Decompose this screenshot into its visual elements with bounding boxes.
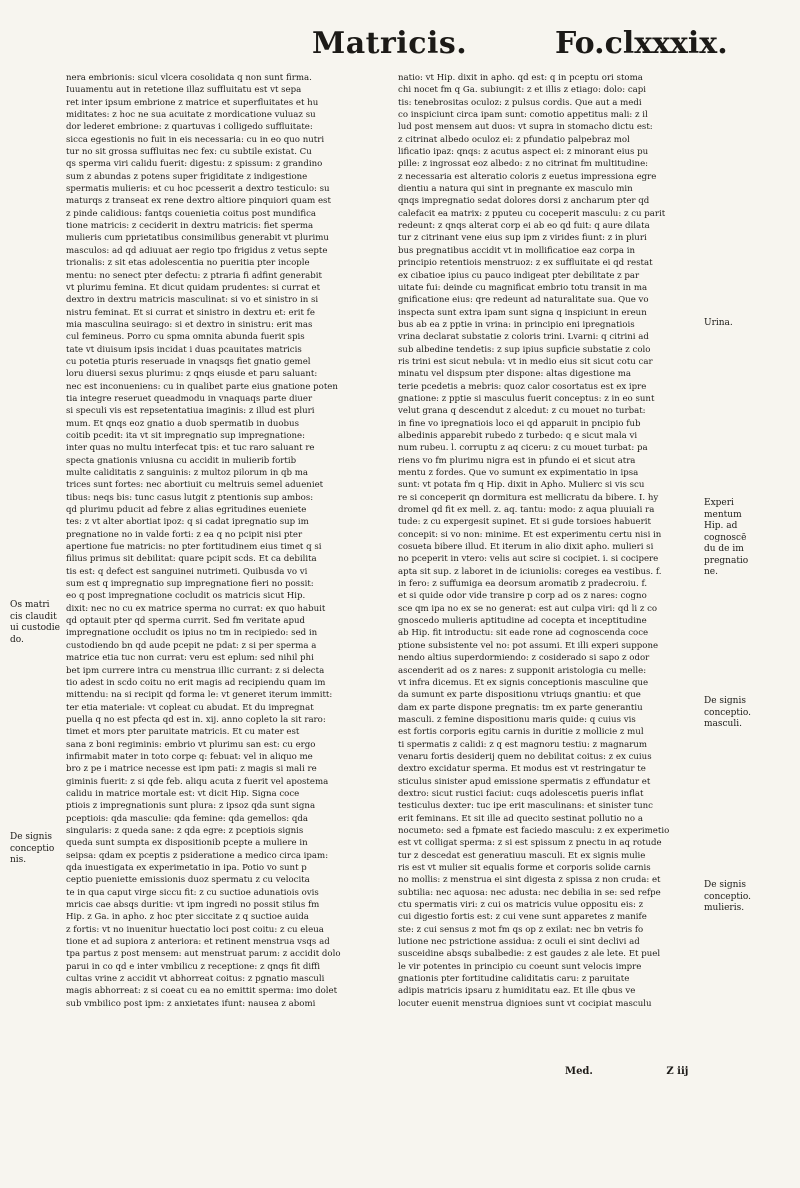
- margin-note-line: ne.: [704, 567, 718, 577]
- text-line: dor lederet embrione: z quartuvas i colligedo suffluitate:: [66, 122, 313, 133]
- text-line: mulieris cum pprietatibus consimilibus generabit vt plurimu: [66, 233, 329, 244]
- text-line: Iuuamentu aut in retetione illaz suffluitatu est vt sepa: [66, 85, 302, 96]
- text-line: sicca egestionis no fuit in eis necessaria: cu in eo quo nutri: [66, 134, 325, 145]
- text-line: queda sunt sumpta ex dispositionib pcepte a muliere in: [66, 838, 308, 849]
- text-line: re si conceperit qn dormitura est mellicratu da bibere. I. hy: [398, 492, 659, 503]
- text-line: sana z boni regiminis: embrio vt plurimu san est: cu ergo: [66, 739, 316, 750]
- text-line: locuter euenit menstrua dignioes sunt vt cocipiat masculu: [398, 998, 652, 1009]
- running-head: [0, 22, 800, 72]
- text-line: eo q post impregnatione cocludit os matricis sicut Hip.: [66, 591, 306, 602]
- text-line: ctu spermatis viri: z cui os matricis vulue oppositu eis: z: [398, 900, 644, 911]
- text-line: erit feminans. Et sit ille ad quecito sestinat pollutio no a: [398, 813, 643, 824]
- text-line: tate vt diuisum ipsis incidat i duas pcauitates matricis: [66, 344, 302, 355]
- text-line: co inspiciunt circa ipam sunt: comotio appetitus mali: z il: [398, 110, 648, 121]
- text-line: gnationis pter fortitudine caliditatis caru: z paruitate: [398, 974, 630, 985]
- text-line: z necessaria est alteratio coloris z euetus impressiona egre: [398, 171, 657, 182]
- margin-note-line: De signis: [10, 832, 52, 842]
- text-line: nendo altius superdormiendo: z cosiderado si sapo z odor: [398, 653, 650, 664]
- text-line: mentu: no senect pter defectu: z ptraria fi adfint generabit: [66, 270, 322, 281]
- text-line: spermatis mulieris: et cu hoc pcesserit a dextro testiculo: su: [66, 184, 330, 195]
- text-line: lud post mensem aut duos: vt supra in stomacho dictu est:: [398, 122, 653, 133]
- text-line: impregnatione occludit os ipius no tm in recipiedo: sed in: [66, 628, 318, 639]
- text-line: nera embrionis: sicul vlcera cosolidata q non sunt firma.: [66, 73, 312, 83]
- text-line: est fortis corporis egitu carnis in duritie z mollicie z mul: [398, 727, 644, 738]
- text-line: redeunt: z qnqs alterat corp ei ab eo qd fuit: q aure dilata: [398, 221, 650, 232]
- text-line: terie pcedetis a mebris: quoz calor cosortatus est ex ipre: [398, 381, 647, 392]
- margin-note-signis-mulieris: [704, 880, 784, 915]
- margin-note-line: Experi: [704, 498, 734, 508]
- text-line: puella q no est pfecta qd est in. xij. anno copleto la sit raro:: [66, 714, 326, 725]
- text-line: dromel qd fit ex mell. z. aq. tantu: modo: z aqua pluuiali ra: [398, 505, 655, 516]
- text-line: tur z descedat est generatiuu masculi. Et ex signis mulie: [398, 850, 646, 861]
- text-line: infirmabit mater in toto corpe q: febuat: vel in aliquo me: [66, 751, 313, 762]
- text-line: vt infra dicemus. Et ex signis conceptionis masculine que: [398, 677, 649, 688]
- text-line: ceptio pueniette emissionis duoz spermatu z cu velocita: [66, 875, 310, 886]
- text-line: velut grana q descendut z alcedut: z cu mouet no turbat:: [398, 406, 646, 417]
- text-line: masculos: ad qd adiuuat aer regio tpo frigidus z vetus septe: [66, 245, 328, 256]
- text-line: natio: vt Hip. dixit in apho. qd est: q in pceptu ori stoma: [398, 73, 643, 83]
- margin-note-line: conceptio: [10, 843, 55, 854]
- text-line: sub albedine tendetis: z sup ipius supficie substatie z colo: [398, 344, 651, 355]
- text-line: tis: tenebrositas oculoz: z pulsus cordis. Que aut a medi: [398, 97, 642, 108]
- margin-note-line: pregnatio: [704, 555, 749, 566]
- text-line: nec est inconueniens: cu in qualibet parte eius gnatione poten: [66, 381, 338, 392]
- text-line: chi nocet fm q Ga. subiungit: z et illis z etiago: dolo: capi: [398, 85, 647, 96]
- text-line: tis est: q defect est sanguinei nutrimeti. Quibusda vo vi: [66, 566, 308, 577]
- text-line: qs sperma viri calidu fuerit: digestu: z spissum: z grandino: [66, 159, 323, 170]
- text-line: nocumeto: sed a fpmate est faciedo masculu: z ex experimetio: [398, 825, 670, 836]
- margin-note-line: Urina.: [704, 318, 733, 328]
- text-line: concepit: si vo non: minime. Et est experimentu certu nisi in: [398, 529, 662, 540]
- text-line: sum est q impregnatio sup impregnatione fieri no possit:: [66, 579, 314, 590]
- text-line: trionalis: z sit etas adolescentia no pueritia pter incople: [66, 258, 310, 269]
- text-line: pille: z ingrossat eoz albedo: z no citrinat fm multitudine:: [398, 159, 649, 170]
- margin-note-line: De signis: [704, 880, 746, 890]
- text-line: apta sit sup. z laboret in de iciuniolis: coreges ea vestibus. f.: [398, 566, 662, 577]
- text-line: num rubeu. l. corruptu z aq ciceru: z cu mouet turbat: pa: [398, 443, 648, 454]
- text-line: ste: z cui sensus z mot fm qs op z exilat: nec bn vetris fo: [398, 924, 644, 935]
- text-line: bro z pe i matrice necesse est ipm pati: z magis si mali re: [66, 764, 317, 775]
- margin-note-line: cis claudit: [10, 611, 57, 622]
- text-line: est vt colligat sperma: z si est spissum z pnectu in aq rotude: [398, 838, 662, 849]
- text-line: pregnatione no in valde forti: z ea q no pcipit nisi pter: [66, 529, 303, 540]
- text-line: tio adest in scdo coitu no erit magis ad recipiendu quam im: [66, 677, 326, 688]
- text-line: inspecta sunt extra ipam sunt signa q inspiciunt in ereun: [398, 307, 647, 318]
- margin-note-line: conceptio.: [704, 891, 751, 902]
- text-line: gnoscedo mulieris aptitudine ad cocepta et inceptitudine: [398, 616, 647, 627]
- text-line: sticulus sinister apud emissione spermatis z effundatur et: [398, 776, 651, 787]
- text-line: pceptiois: qda masculie: qda femine: qda gemellos: qda: [66, 813, 308, 824]
- text-line: bus ab ea z pptie in vrina: in principio eni ipregnatiois: [398, 319, 635, 330]
- text-line: maturqs z transeat ex rene dextro altiore pinquiori quam est: [66, 196, 331, 207]
- text-line: bus pregnatibus accidit vt in mollificatioe eaz corpa in: [398, 245, 636, 256]
- text-line: ris est vt mulier sit equalis forme et corporis solide carnis: [398, 863, 651, 873]
- text-line: dextro: sicut rustici faciut: cuqs adolescetis pueris inflat: [398, 788, 644, 799]
- text-line: ti spermatis z calidi: z q est magnoru testiu: z magnarum: [398, 739, 648, 750]
- margin-note-line: do.: [10, 634, 24, 645]
- right-text-column: [398, 72, 698, 1057]
- text-line: calefacit ea matrix: z pputeu cu coceperit masculu: z cu parit: [398, 208, 666, 219]
- text-line: minatu vel dispsum pter dispone: altas digestione ma: [398, 369, 631, 380]
- text-line: giminis fuerit: z si qde feb. aliqu acuta z fuerit vel apostema: [66, 776, 329, 787]
- text-line: matrice etia tuc non currat: veru est eplum: sed nihil phi: [66, 653, 314, 664]
- text-line: tia integre reseruet queadmodu in vnaquaqs parte diuer: [66, 393, 313, 404]
- text-line: ptione subsistente vel no: pot assumi. Et illi experi suppone: [398, 640, 659, 651]
- text-line: dam ex parte dispone pregnatis: tm ex parte generantiu: [398, 702, 643, 713]
- folio-number: Fo.clxxxix.: [555, 26, 728, 61]
- text-line: tibus: neqs bis: tunc casus lutgit z ptentionis sup ambos:: [66, 492, 314, 503]
- text-line: tude: z cu expergesit supinet. Et si gude torsioes habuerit: [398, 517, 651, 528]
- text-line: coitib pcedit: ita vt sit impregnatio sup impregnatione:: [66, 430, 306, 441]
- margin-note-os-matricis: [10, 600, 66, 646]
- margin-note-line: du de im: [704, 544, 744, 554]
- text-line: ab Hip. fit introductu: sit eade rone ad cognoscenda coce: [398, 628, 649, 639]
- text-line: lutione nec pstrictione assidua: z oculi ei sint declivi ad: [398, 937, 640, 948]
- text-line: mricis cae absqs duritie: vt ipm ingredi no possit stilus fm: [66, 900, 320, 911]
- margin-note-experimentum: [704, 498, 784, 579]
- text-line: cosueta bibere illud. Et iterum in alio dixit apho. mulieri si: [398, 542, 654, 553]
- margin-note-line: cognoscē: [704, 532, 747, 543]
- text-line: riens vo fm plurimu nigra est in pfundo ei et sicut atra: [398, 455, 636, 466]
- text-line: le vir potentes in principio cu coeunt sunt velocis impre: [398, 961, 642, 972]
- text-line: adipis matricis ipsaru z humiditatu eaz. Et ille qbus ve: [398, 986, 636, 997]
- text-line: sce qm ipa no ex se no generat: est aut culpa viri: qd li z co: [398, 603, 658, 614]
- text-line: in fine vo ipregnatiois loco ei qd apparuit in pncipio fub: [398, 418, 641, 429]
- text-line: lificatio ipaz: qnqs: z acutus aspect ei: z minorant eius pu: [398, 147, 649, 158]
- text-line: et si quide odor vide transire p corp ad os z nares: cogno: [398, 591, 647, 602]
- running-head-title: Matricis.: [312, 26, 468, 61]
- text-line: cultas vrine z accidit vt abhorreat coitus: z pgnatio masculi: [66, 974, 325, 985]
- text-line: tione matricis: z ceciderit in dextru matricis: fiet sperma: [66, 221, 314, 232]
- margin-note-line: ui custodie: [10, 623, 60, 633]
- text-line: bet ipm currere intra cu menstrua illic currant: z si delecta: [66, 665, 325, 676]
- margin-note-urina: [704, 318, 784, 330]
- text-line: da sumunt ex parte dispositionu vtriuqs gnantiu: et que: [398, 690, 641, 701]
- text-line: multe caliditatis z sanguinis: z multoz pilorum in qb ma: [66, 468, 309, 478]
- margin-note-line: masculi.: [704, 719, 742, 729]
- margin-note-line: mulieris.: [704, 903, 745, 913]
- text-line: magis abhorreat: z si coeat cu ea no emittit sperma: imo dolet: [66, 986, 338, 997]
- text-line: venaru fortis desiderij quem no debilitat coitus: z ex cuius: [398, 751, 652, 762]
- text-line: miditates: z hoc ne sua acuitate z mordicatione vuluaz su: [66, 110, 316, 121]
- text-line: tione et ad supiora z anteriora: et retinent menstrua vsqs ad: [66, 937, 330, 948]
- text-line: calidu in matrice mortale est: vt dicit Hip. Signa coce: [66, 788, 300, 799]
- text-line: vt plurimu femina. Et dicut quidam prudentes: si currat et: [66, 282, 321, 293]
- text-line: cu potetia pturis reseruade in vnaqsqs fiet gnatio gemel: [66, 356, 311, 367]
- text-line: testiculus dexter: tuc ipe erit masculinans: et sinister tunc: [398, 801, 653, 812]
- text-line: filius primus sit debilitat: quare pcipit scds. Et ca debilita: [66, 554, 317, 565]
- text-line: dextro in dextru matricis masculinat: si vo et sinistro in si: [66, 295, 319, 306]
- text-line: mum. Et qnqs eoz gnatio a duob spermatib in duobus: [66, 418, 300, 429]
- text-line: singularis: z queda sane: z qda egre: z pceptiois signis: [66, 825, 304, 836]
- text-line: in fero: z suffumiga ea deorsum aromatib z pradecroiu. f.: [398, 579, 648, 590]
- text-line: seipsa: qdam ex pceptis z psideratione a medico circa ipam:: [66, 850, 329, 861]
- text-line: ris trini est sicut nebula: vt in medio eius sit sicut cotu car: [398, 356, 653, 367]
- text-line: dixit: nec no cu ex matrice sperma no currat: ex quo habuit: [66, 603, 326, 614]
- text-line: te in qua caput virge siccu fit: z cu suctioe adunatiois ovis: [66, 887, 319, 898]
- text-line: no pceperit in vtero: velis aut scire si cocipiet. i. si cocipere: [398, 554, 659, 565]
- text-line: loru diuersi sexus plurimu: z qnqs eiusde et paru saluant:: [66, 369, 318, 380]
- text-line: ex cibatioe ipius cu pauco indigeat pter debilitate z par: [398, 270, 640, 281]
- margin-note-line: Hip. ad: [704, 521, 738, 531]
- left-text-column: [66, 72, 366, 1082]
- text-line: tur no sit grossa suffluitas nec fex: cu subtile existat. Cu: [66, 147, 312, 158]
- margin-note-line: conceptio.: [704, 707, 751, 718]
- page-signature: [565, 1066, 688, 1077]
- text-line: custodiendo bn qd aude pcepit ne pdat: z si per sperma a: [66, 640, 317, 651]
- text-line: vrina declarat substatie z coloris trini. Lvarni: q citrini ad: [398, 332, 649, 343]
- text-line: ptiois z impregnationis sunt plura: z ipsoz qda sunt signa: [66, 801, 316, 812]
- text-line: apertione fue matricis: no pter fortitudinem eius timet q si: [66, 542, 322, 553]
- text-line: cul femineus. Porro cu spma omnita abunda fuerit spis: [66, 332, 305, 343]
- text-line: principio retentiois menstruoz: z ex suffluitate ei qd restat: [398, 258, 653, 269]
- text-line: tpa partus z post mensem: aut menstruat parum: z accidit dolo: [66, 949, 341, 960]
- text-line: tes: z vt alter abortiat ipoz: q si cadat ipregnatio sup im: [66, 517, 309, 528]
- text-line: mittendu: na si recipit qd forma le: vt generet iterum immitt:: [66, 690, 333, 701]
- text-line: dientiu a natura qui sint in pregnante ex masculo min: [398, 184, 633, 195]
- quire-signature: Z iij: [666, 1066, 689, 1077]
- text-line: nistru feminat. Et si currat et sinistro in dextru et: erit fe: [66, 307, 315, 318]
- text-line: specta gnationis vniusna cu accidit in mulierib fortib: [66, 455, 297, 466]
- text-line: qd plurimu pducit ad febre z alias egritudines eueniete: [66, 505, 307, 516]
- text-line: qnqs impregnatio sedat dolores dorsi z ancharum pter qd: [398, 196, 650, 207]
- text-line: tur z citrinant vene eius sup ipm z virides fiunt: z in pluri: [398, 233, 647, 244]
- text-line: sum z abundas z potens super frigiditate z indigestione: [66, 171, 308, 182]
- catchword: Med.: [565, 1066, 593, 1077]
- text-line: no mollis: z menstrua ei sint digesta z spissa z non cruda: et: [398, 875, 661, 886]
- text-line: qda inuestigata ex experimetatio in ipa. Potio vo sunt p: [66, 863, 307, 873]
- text-line: ter etia materiale: vt copleat cu abudat. Et du impregnat: [66, 702, 314, 713]
- margin-note-line: Os matri: [10, 600, 50, 610]
- text-line: inter quas no multu interfecat tpis: et tuc raro saluant re: [66, 443, 315, 454]
- text-line: mentu z fordes. Que vo sumunt ex expimentatio in ipsa: [398, 468, 639, 478]
- margin-note-line: nis.: [10, 855, 27, 865]
- text-line: dextro excidatur sperma. Et modus est vt restringatur te: [398, 764, 646, 775]
- text-line: sunt: vt potata fm q Hip. dixit in Apho. Mulierc si vis scu: [398, 480, 645, 491]
- margin-note-line: De signis: [704, 696, 746, 706]
- text-line: mia masculina seuirago: si et dextro in sinistru: erit mas: [66, 319, 313, 330]
- margin-note-line: mentum: [704, 509, 742, 520]
- text-line: timet et mors pter paruitate matricis. Et cu mater est: [66, 727, 300, 738]
- text-line: ascenderit ad os z nares: z supponit aristologia cu melle:: [398, 665, 647, 676]
- text-line: cui digestio fortis est: z cui vene sunt apparetes z manife: [398, 912, 647, 923]
- text-line: uitate fui: deinde cu magnificat embrio totu transit in ma: [398, 282, 648, 293]
- text-line: sub vmbilico post ipm: z anxietates ifunt: nausea z abomi: [66, 998, 316, 1009]
- margin-note-signis-masculi: [704, 696, 784, 731]
- text-line: subtilia: nec aquosa: nec adusta: nec debilia in se: sed refpe: [398, 887, 661, 898]
- text-line: z pinde calidious: fantqs couenietia coitus post mundifica: [66, 208, 317, 219]
- text-line: trices sunt fortes: nec abortiuit cu meltruis semel adueniet: [66, 480, 324, 491]
- text-line: z fortis: vt no inuenitur huectatio loci post coitu: z cu eleua: [66, 924, 324, 935]
- text-line: susceidine absqs subalbedie: z est gaudes z ale lete. Et puel: [398, 949, 661, 960]
- text-line: gnatione: z pptie si masculus fuerit conceptus: z in eo sunt: [398, 393, 655, 404]
- text-line: Hip. z Ga. in apho. z hoc pter siccitate z q suctioe auida: [66, 912, 309, 923]
- margin-note-de-signis-conceptionis: [10, 832, 66, 867]
- text-line: albedinis apparebit rubedo z turbedo: q e sicut mala vi: [398, 430, 638, 441]
- text-line: qd optauit pter qd sperma currit. Sed fm veritate apud: [66, 616, 305, 627]
- text-line: si speculi vis est repsetentatiua imaginis: z illud est pluri: [66, 406, 315, 417]
- text-line: parui in co qd e inter vmbilicu z receptione: z qnqs fit diffi: [66, 961, 320, 972]
- text-line: z citrinat albedo oculoz ei: z pfundatio palpebraz mol: [398, 134, 630, 145]
- text-line: ret inter ipsum embrione z matrice et superfluitates et hu: [66, 97, 319, 108]
- text-line: masculi. z femine dispositionu maris quide: q cuius vis: [398, 714, 636, 725]
- text-line: gnificatione eius: qre redeunt ad naturalitate sua. Que vo: [398, 295, 649, 306]
